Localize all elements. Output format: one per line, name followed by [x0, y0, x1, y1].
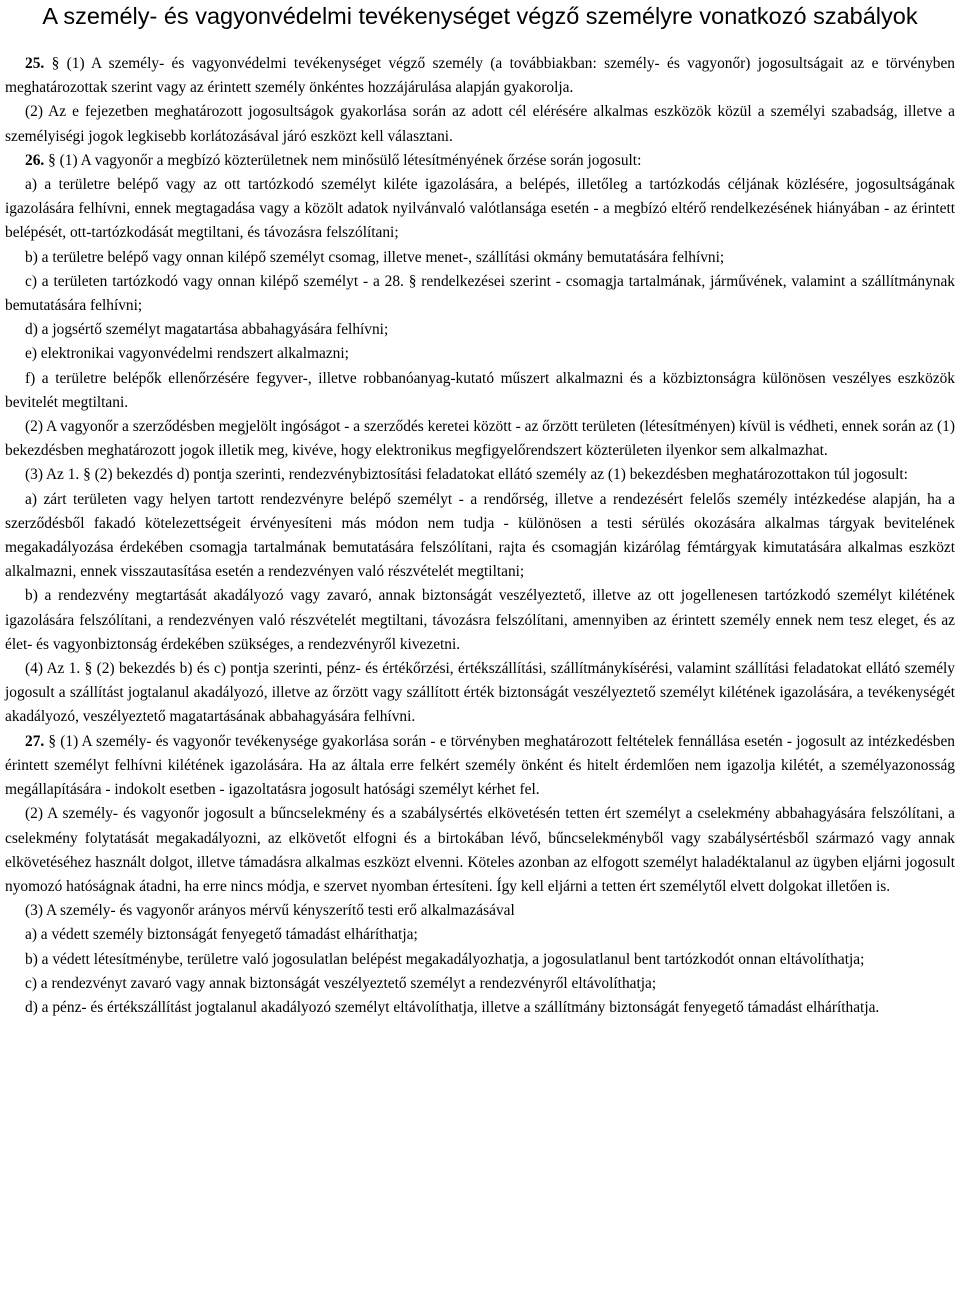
paragraph-text: § (1) A személy- és vagyonőr tevékenysége gyakorlása során - e törvényben meghatározott feltételek fennállása esetén - jogosult az intézkedésben érintett személyt felhívni kilétének igazolására. Ha az általa erre felkért személy önként és hitelt érdemlően nem igazolja kilétét, a személyazonosság megállapítására - indokolt esetben - igazoltatásra jogosult hatósági személyt kérhet fel. [5, 732, 955, 799]
paragraph-26-1-b [5, 246, 955, 270]
document-body [5, 52, 955, 1020]
paragraph-26-1-e [5, 342, 955, 366]
paragraph-27-3 [5, 899, 955, 923]
paragraph-25-1 [5, 52, 955, 100]
paragraph-text: § (1) A személy- és vagyonvédelmi tevékenységet végző személy (a továbbiakban: személy- és vagyonőr) jogosultságait az e törvényben meghatározottak szerint vagy az érintett személy önkéntes hozzájárulása alapján gyakorolja. [5, 55, 955, 97]
paragraph-26-1 [5, 149, 955, 173]
paragraph-text: (2) A személy- és vagyonőr jogosult a bűncselekmény és a szabálysértés elkövetésén tetten ért személyt a cselekmény abbahagyására felszólítani, a cselekmény folytatását megakadályozni, az elkövetőt elfogni és a birtokában lévő, bűncselekményből vagy szabálysértésből származó vagy annak elkövetéséhez használt dolgot, illetve támadásra alkalmas eszközt elvenni. Köteles azonban az elfogott személyt haladéktalanul az ügyben eljárni jogosult nyomozó hatóságnak átadni, ha erre nincs módja, e szervet nyomban értesíteni. Így kell eljárni a tetten ért személytől elvett dolgokat illetően is. [5, 805, 955, 895]
section-number: 27. [25, 732, 45, 750]
paragraph-text: (3) A személy- és vagyonőr arányos mérvű kényszerítő testi erő alkalmazásával [25, 902, 515, 920]
paragraph-25-2 [5, 100, 955, 148]
section-number: 26. [25, 151, 45, 169]
paragraph-text: d) a pénz- és értékszállítást jogtalanul akadályozó személyt eltávolíthatja, illetve a szállítmány biztonságát fenyegető támadást elháríthatja. [25, 998, 880, 1016]
paragraph-text: a) zárt területen vagy helyen tartott rendezvényre belépő személyt - a rendőrség, illetve a rendezésért felelős személy intézkedése alapján, ha a szerződésből fakadó kötelezettségeit érvényesíteni más módon nem tudja - különösen a testi sérülés okozására alkalmas tárgyak bevitelének megakadályozása érdekében csomagja tartalmának bemutatására felszólítani, rajta és csomagján kizárólag fémtárgyak kimutatására alkalmas eszközt alkalmazni, ennek visszautasítása esetén a rendezvényen való részvételét megtiltani; [5, 490, 955, 581]
paragraph-text: e) elektronikai vagyonvédelmi rendszert alkalmazni; [25, 345, 349, 363]
section-number: 25. [25, 55, 45, 72]
paragraph-27-3-d [5, 996, 955, 1020]
paragraph-27-3-c [5, 972, 955, 996]
paragraph-26-1-c [5, 270, 955, 318]
paragraph-text: § (1) A vagyonőr a megbízó közterületnek nem minősülő létesítményének őrzése során jogosult: [44, 151, 642, 169]
paragraph-text: (3) Az 1. § (2) bekezdés d) pontja szerinti, rendezvénybiztosítási feladatokat ellátó személy az (1) bekezdésben meghatározottakon túl jogosult: [25, 466, 908, 484]
paragraph-26-3 [5, 463, 955, 487]
paragraph-text: d) a jogsértő személyt magatartása abbahagyására felhívni; [25, 321, 389, 339]
paragraph-text: b) a rendezvény megtartását akadályozó vagy zavaró, annak biztonságát veszélyeztető, illetve az ott jogellenesen tartózkodó személyt kilétének igazolására felszólítani, a rendezvényen való részvételét megtiltani, távozásra felszólítani, amennyiben az érintett személy ennek nem tesz eleget, és az élet- és vagyonbiztonság érdekében szükséges, a rendezvényről kivezetni. [5, 587, 955, 653]
paragraph-text: (2) A vagyonőr a szerződésben megjelölt ingóságot - a szerződés keretei között - az őrzött területen (létesítményen) kívül is védheti, ennek során az (1) bekezdésben meghatározott jogok illetik meg, kivéve, hogy elektronikus megfigyelőrendszert közterületen ilyenkor sem alkalmazhat. [5, 418, 955, 460]
paragraph-27-3-a [5, 923, 955, 947]
paragraph-26-4 [5, 657, 955, 730]
paragraph-text: f) a területre belépők ellenőrzésére fegyver-, illetve robbanóanyag-kutató műszert alkalmazni és a közbiztonságra különösen veszélyes eszközök bevitelét megtiltani. [5, 369, 955, 411]
paragraph-26-1-f [5, 367, 955, 415]
paragraph-text: c) a területen tartózkodó vagy onnan kilépő személyt - a 28. § rendelkezései szerint - csomagja tartalmának, járművének, valamint a szállítmánynak bemutatására felhívni; [5, 272, 955, 315]
paragraph-text: (4) Az 1. § (2) bekezdés b) és c) pontja szerinti, pénz- és értékőrzési, értékszállítási, szállítmánykísérési, valamint szállítási feladatokat ellátó személy jogosult a szállítást jogtalanul akadályozó, illetve az őrzött vagy szállított érték biztonságát veszélyeztető személyt kilétének igazolására, a tevékenységét akadályozó, veszélyeztető magatartásának abbahagyására felhívni. [5, 660, 955, 726]
paragraph-26-2 [5, 415, 955, 463]
paragraph-text: a) a védett személy biztonságát fenyegető támadást elháríthatja; [25, 926, 418, 944]
paragraph-text: b) a területre belépő vagy onnan kilépő személyt csomag, illetve menet-, szállítási okmány bemutatására felhívni; [25, 248, 725, 266]
paragraph-text: (2) Az e fejezetben meghatározott jogosultságok gyakorlása során az adott cél elérésére alkalmas eszközök közül a személyi szabadság, illetve a személyiségi jogok legkisebb korlátozásával járó eszközt kell választani. [5, 103, 955, 145]
paragraph-27-1 [5, 730, 955, 803]
paragraph-26-1-d [5, 318, 955, 342]
paragraph-27-3-b [5, 948, 955, 972]
paragraph-27-2 [5, 802, 955, 899]
paragraph-26-3-b [5, 584, 955, 657]
paragraph-26-3-a [5, 488, 955, 585]
paragraph-text: a) a területre belépő vagy az ott tartózkodó személyt kiléte igazolására, a belépés, illetőleg a tartózkodás céljának közlésére, jogosultságának igazolására felhívni, ennek megtagadása vagy a közölt adatok nyilvánvaló valótlansága esetén - a megbízó eltérő rendelkezésének hiányában - az érintett belépését, ott-tartózkodását megtiltani, és távozásra felszólítani; [5, 176, 955, 242]
paragraph-text: b) a védett létesítménybe, területre való jogosulatlan belépést megakadályozhatja, a jogosulatlanul bent tartózkodót onnan eltávolíthatja; [25, 950, 865, 968]
paragraph-26-1-a [5, 173, 955, 246]
paragraph-text: c) a rendezvényt zavaró vagy annak biztonságát veszélyeztető személyt a rendezvényről eltávolíthatja; [25, 974, 657, 992]
page-title: A személy- és vagyonvédelmi tevékenységet végző személyre vonatkozó szabályok [42, 3, 918, 29]
